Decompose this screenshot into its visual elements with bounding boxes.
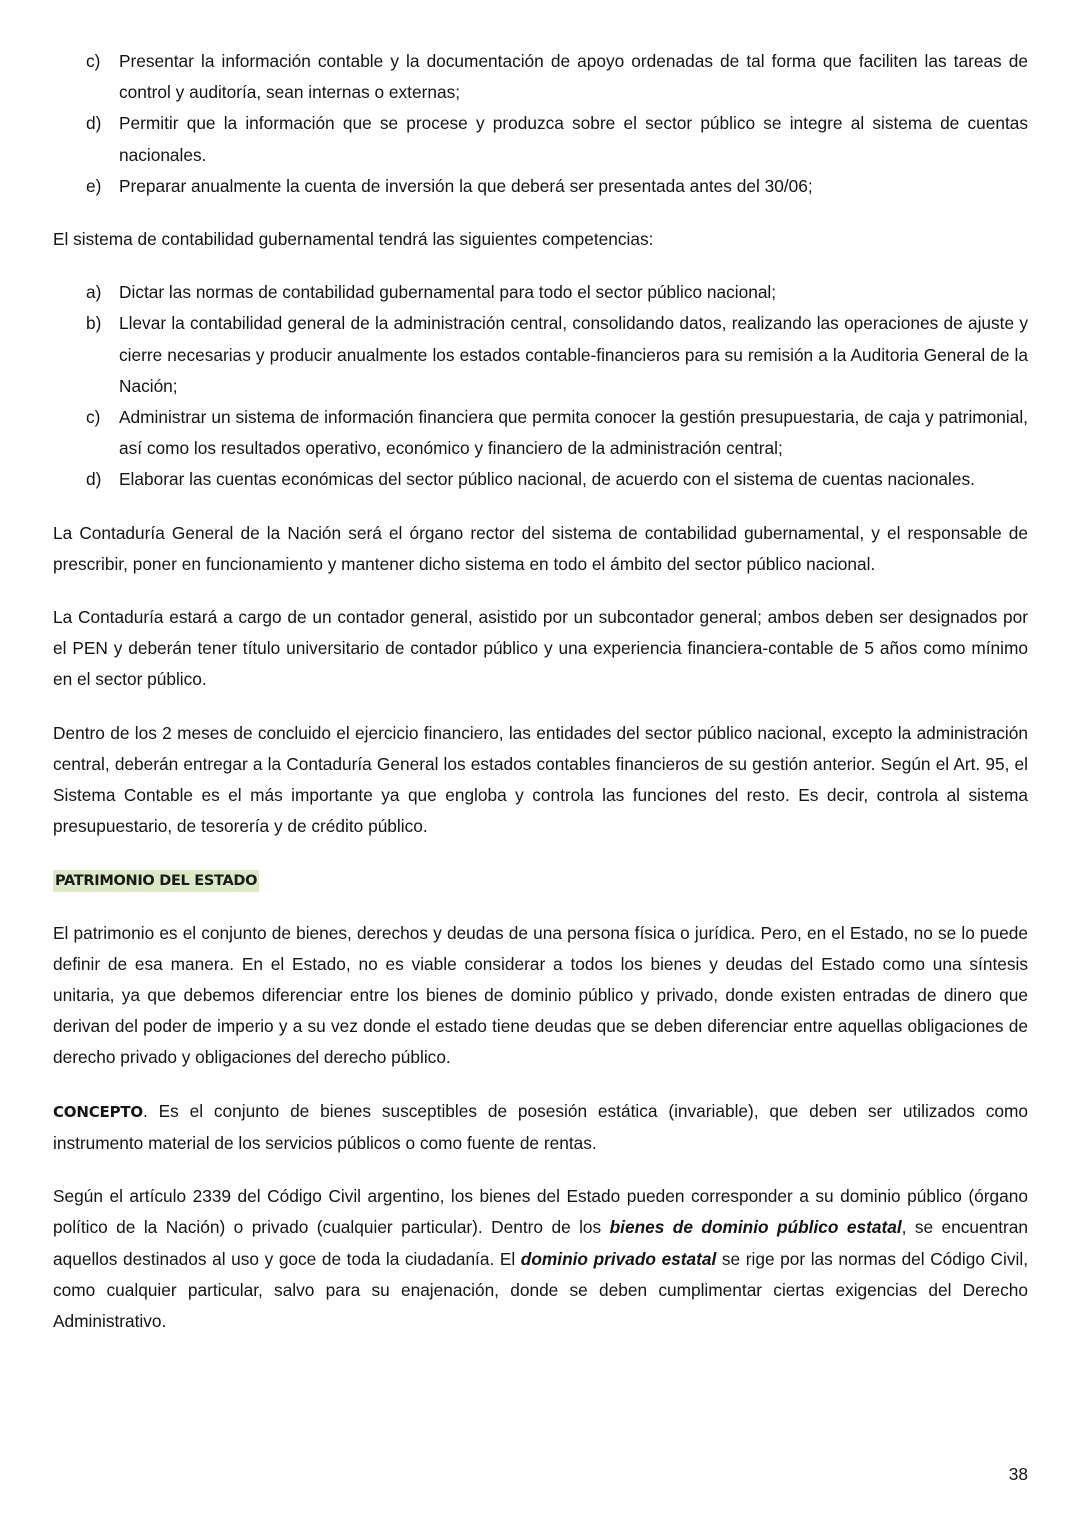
list-item-text: Llevar la contabilidad general de la administración central, consolidando datos, realizando las operaciones de ajuste y cierre necesarias y producir anualmente los estados contable-financieros para su remisión a la Auditoria General de la Nación; <box>119 313 1028 396</box>
paragraph-contaduria-rector: La Contaduría General de la Nación será el órgano rector del sistema de contabilidad gubernamental, y el responsable de prescribir, poner en funcionamiento y mantener dicho sistema en todo el ámbito del sector público nacional. <box>53 522 1028 574</box>
list-item <box>53 402 1028 464</box>
section-heading: PATRIMONIO DEL ESTADO <box>53 870 259 892</box>
competencias-intro: El sistema de contabilidad gubernamental tendrá las siguientes competencias: <box>53 229 654 250</box>
dominio-text-1: Según el artículo 2339 del Código Civil argentino, los bienes del Estado pueden corresponder a su dominio público (órgano político de la Nación) o privado (cualquier particular). Dentro de los <box>53 1186 1028 1238</box>
list-item <box>53 171 1028 202</box>
list-item-text: Administrar un sistema de información financiera que permita conocer la gestión presupuestaria, de caja y patrimonial, así como los resultados operativo, económico y financiero de la administración central; <box>119 407 1028 459</box>
list-item-label: c) <box>86 51 101 71</box>
list-item <box>53 46 1028 108</box>
list-item <box>53 464 1028 495</box>
section-heading-wrapper <box>53 864 1028 895</box>
list-competencias <box>53 277 1028 495</box>
list-item-text: Permitir que la información que se procese y produzca sobre el sector público se integre al sistema de cuentas nacionales. <box>119 113 1028 165</box>
paragraph-contaduria-cargo: La Contaduría estará a cargo de un contador general, asistido por un subcontador general; ambos deben ser designados por el PEN y deberán tener título universitario de contador público y una experiencia financiera-contable de 5 años como mínimo en el sector público. <box>53 607 1028 690</box>
paragraph-dominio <box>53 1181 1028 1337</box>
page-number: 38 <box>1008 1464 1028 1484</box>
list-item <box>53 277 1028 308</box>
list-top <box>53 46 1028 202</box>
list-item-label: e) <box>86 175 102 196</box>
list-item-text: Preparar anualmente la cuenta de inversión la que deberá ser presentada antes del 30/06; <box>119 175 813 196</box>
list-item-text: Elaborar las cuentas económicas del sector público nacional, de acuerdo con el sistema de cuentas nacionales. <box>119 469 975 490</box>
concepto-text: . Es el conjunto de bienes susceptibles de posesión estática (invariable), que deben ser utilizados como instrumento material de los servicios públicos o como fuente de rentas. <box>53 1100 1028 1153</box>
list-item-label: b) <box>86 313 102 334</box>
list-item <box>53 108 1028 170</box>
dominio-text-2: , se encuentran aquellos destinados al uso y goce de toda la ciudadanía. El <box>53 1217 1028 1269</box>
paragraph-estados-contables: Dentro de los 2 meses de concluido el ejercicio financiero, las entidades del sector público nacional, excepto la administración central, deberán entregar a la Contaduría General los estados contables financieros de su gestión anterior. Según el Art. 95, el Sistema Contable es el más importante ya que engloba y controla las funciones del resto. Es decir, controla al sistema presupuestario, de tesorería y de crédito público. <box>53 722 1028 837</box>
list-item-label: d) <box>86 113 102 134</box>
list-item-label: a) <box>86 282 102 303</box>
document-page <box>53 46 1028 1337</box>
list-item-text: Dictar las normas de contabilidad gubernamental para todo el sector público nacional; <box>119 282 777 303</box>
paragraph-concepto <box>53 1096 1028 1159</box>
list-item-label: d) <box>86 469 102 490</box>
concepto-label: CONCEPTO <box>53 1102 143 1121</box>
dominio-publico-emphasis: bienes de dominio público estatal <box>609 1217 902 1238</box>
list-item-label: c) <box>86 407 101 428</box>
dominio-privado-emphasis: dominio privado estatal <box>520 1248 717 1269</box>
list-item-text: Presentar la información contable y la documentación de apoyo ordenadas de tal forma que faciliten las tareas de control y auditoría, sean internas o externas; <box>119 51 1028 103</box>
list-item <box>53 308 1028 402</box>
paragraph-patrimonio: El patrimonio es el conjunto de bienes, derechos y deudas de una persona física o jurídica. Pero, en el Estado, no se lo puede definir de esa manera. En el Estado, no es viable considerar a todos los bienes y deudas del Estado como una síntesis unitaria, ya que debemos diferenciar entre los bienes de dominio público y privado, donde existen entradas de dinero que derivan del poder de imperio y a su vez donde el estado tiene deudas que se deben diferenciar entre aquellas obligaciones de derecho privado y obligaciones del derecho público. <box>53 922 1028 1068</box>
dominio-text-3: se rige por las normas del Código Civil, como cualquier particular, salvo para su enajenación, donde se deben cumplimentar ciertas exigencias del Derecho Administrativo. <box>53 1248 1028 1331</box>
